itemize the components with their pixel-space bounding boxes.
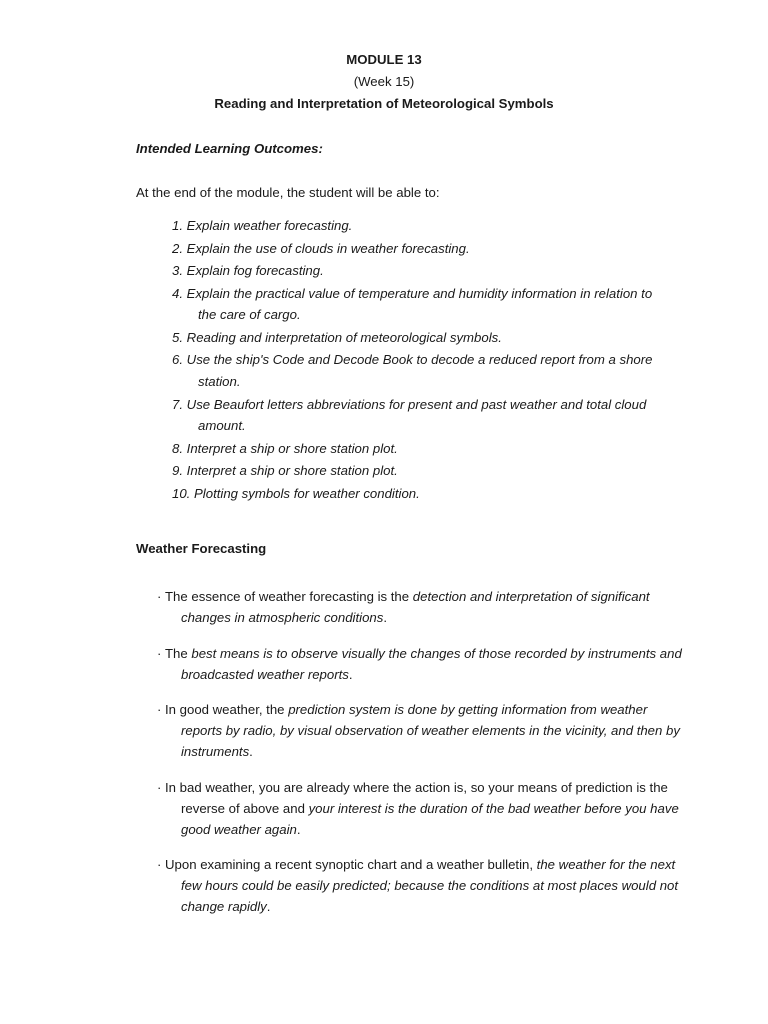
list-number: 4. [172, 285, 183, 301]
list-item [172, 394, 732, 437]
bullet-dot: · [157, 589, 162, 604]
bullet-line [157, 720, 717, 741]
list-item [172, 215, 732, 237]
bullet-paragraph [157, 643, 717, 685]
bullet-text: In good weather, the [165, 702, 289, 717]
bullet-line [157, 819, 717, 840]
bullet-line [157, 896, 717, 917]
ilo-intro: At the end of the module, the student will be able to: [136, 185, 440, 200]
list-number: 5. [172, 329, 183, 345]
list-number: 2. [172, 240, 183, 256]
module-number: MODULE 13 [346, 52, 422, 67]
bullet-text: . [348, 667, 353, 682]
bullet-emphasis: change rapidly [181, 899, 267, 914]
bullet-emphasis: best means is to observe visually the changes of those recorded by instruments and [191, 646, 682, 661]
list-text: Interpret a ship or shore station plot. [186, 463, 398, 479]
ilo-heading: Intended Learning Outcomes: [136, 141, 323, 156]
bullet-text: The essence of weather forecasting is the [165, 589, 413, 604]
list-item [172, 349, 732, 392]
bullet-paragraph [157, 777, 717, 840]
bullet-text: The [165, 646, 192, 661]
list-text: Explain the use of clouds in weather forecasting. [186, 240, 470, 256]
list-number: 8. [172, 440, 183, 456]
list-text: Plotting symbols for weather condition. [194, 485, 420, 501]
bullet-emphasis: few hours could be easily predicted; because the conditions at most places would not [181, 878, 679, 893]
list-text: Explain weather forecasting. [186, 218, 353, 233]
list-item [172, 460, 732, 482]
bullet-dot: · [157, 702, 162, 717]
week-label: (Week 15) [353, 74, 415, 89]
list-item [172, 483, 732, 505]
bullet-paragraph [157, 586, 717, 628]
section-heading: Weather Forecasting [136, 541, 267, 556]
bullet-emphasis: good weather again [181, 822, 297, 837]
list-item [172, 283, 732, 326]
bullet-period: . [249, 744, 253, 759]
list-text: Use Beaufort letters abbreviations for present and past weather and total cloud [186, 396, 647, 412]
bullet-line [157, 741, 717, 762]
list-text: Explain fog forecasting. [186, 263, 324, 279]
bullet-line [157, 664, 717, 685]
bullet-emphasis: instruments [181, 744, 250, 759]
bullet-line [157, 607, 717, 628]
bullet-paragraph [157, 854, 717, 917]
list-item [172, 260, 732, 282]
list-text: Use the ship's Code and Decode Book to decode a reduced report from a shore [186, 352, 653, 368]
bullet-emphasis: broadcasted weather reports [181, 667, 349, 682]
list-number: 9. [172, 463, 183, 479]
list-text: Interpret a ship or shore station plot. [186, 440, 398, 456]
list-number: 7. [172, 396, 183, 412]
list-number: 3. [172, 263, 183, 279]
bullet-emphasis: reports by radio, by visual observation of weather elements in the vicinity, and then by [181, 723, 680, 738]
list-number: 6. [172, 352, 183, 368]
bullet-emphasis: detection and interpretation of significant [412, 589, 650, 604]
bullet-dot: · [157, 857, 162, 872]
bullet-emphasis: your interest is the duration of the bad weather before you have [308, 801, 679, 816]
bullet-line [157, 798, 717, 819]
page-title: Reading and Interpretation of Meteorological Symbols [214, 96, 554, 111]
bullet-text: Upon examining a recent synoptic chart and a weather bulletin, [165, 857, 537, 872]
list-text: Explain the practical value of temperature and humidity information in relation to [186, 285, 653, 301]
bullet-emphasis: prediction system is done by getting information from weather [288, 702, 648, 717]
bullet-text: In bad weather, you are already where the action is, so your means of prediction is the [165, 780, 668, 795]
bullet-period: . [266, 899, 271, 914]
bullet-dot: · [157, 780, 162, 795]
bullet-text: reverse of above and [181, 801, 309, 816]
list-item [172, 438, 732, 460]
list-text-continued: amount. [198, 418, 246, 434]
bullet-period: . [296, 822, 301, 837]
bullet-dot: · [157, 646, 162, 661]
list-item [172, 238, 732, 260]
bullet-text: . [383, 610, 387, 625]
list-text-continued: the care of cargo. [198, 307, 301, 323]
list-item [172, 327, 732, 349]
list-text: Reading and interpretation of meteorological symbols. [186, 329, 502, 345]
bullet-emphasis: the weather for the next [536, 857, 676, 872]
bullet-paragraph [157, 699, 717, 762]
list-text-continued: station. [198, 373, 241, 389]
outcomes-list [172, 215, 732, 505]
list-number: 1. [172, 218, 183, 233]
bullet-line [157, 875, 717, 896]
bullet-emphasis: changes in atmospheric conditions [181, 610, 384, 625]
list-number: 10. [172, 485, 191, 501]
